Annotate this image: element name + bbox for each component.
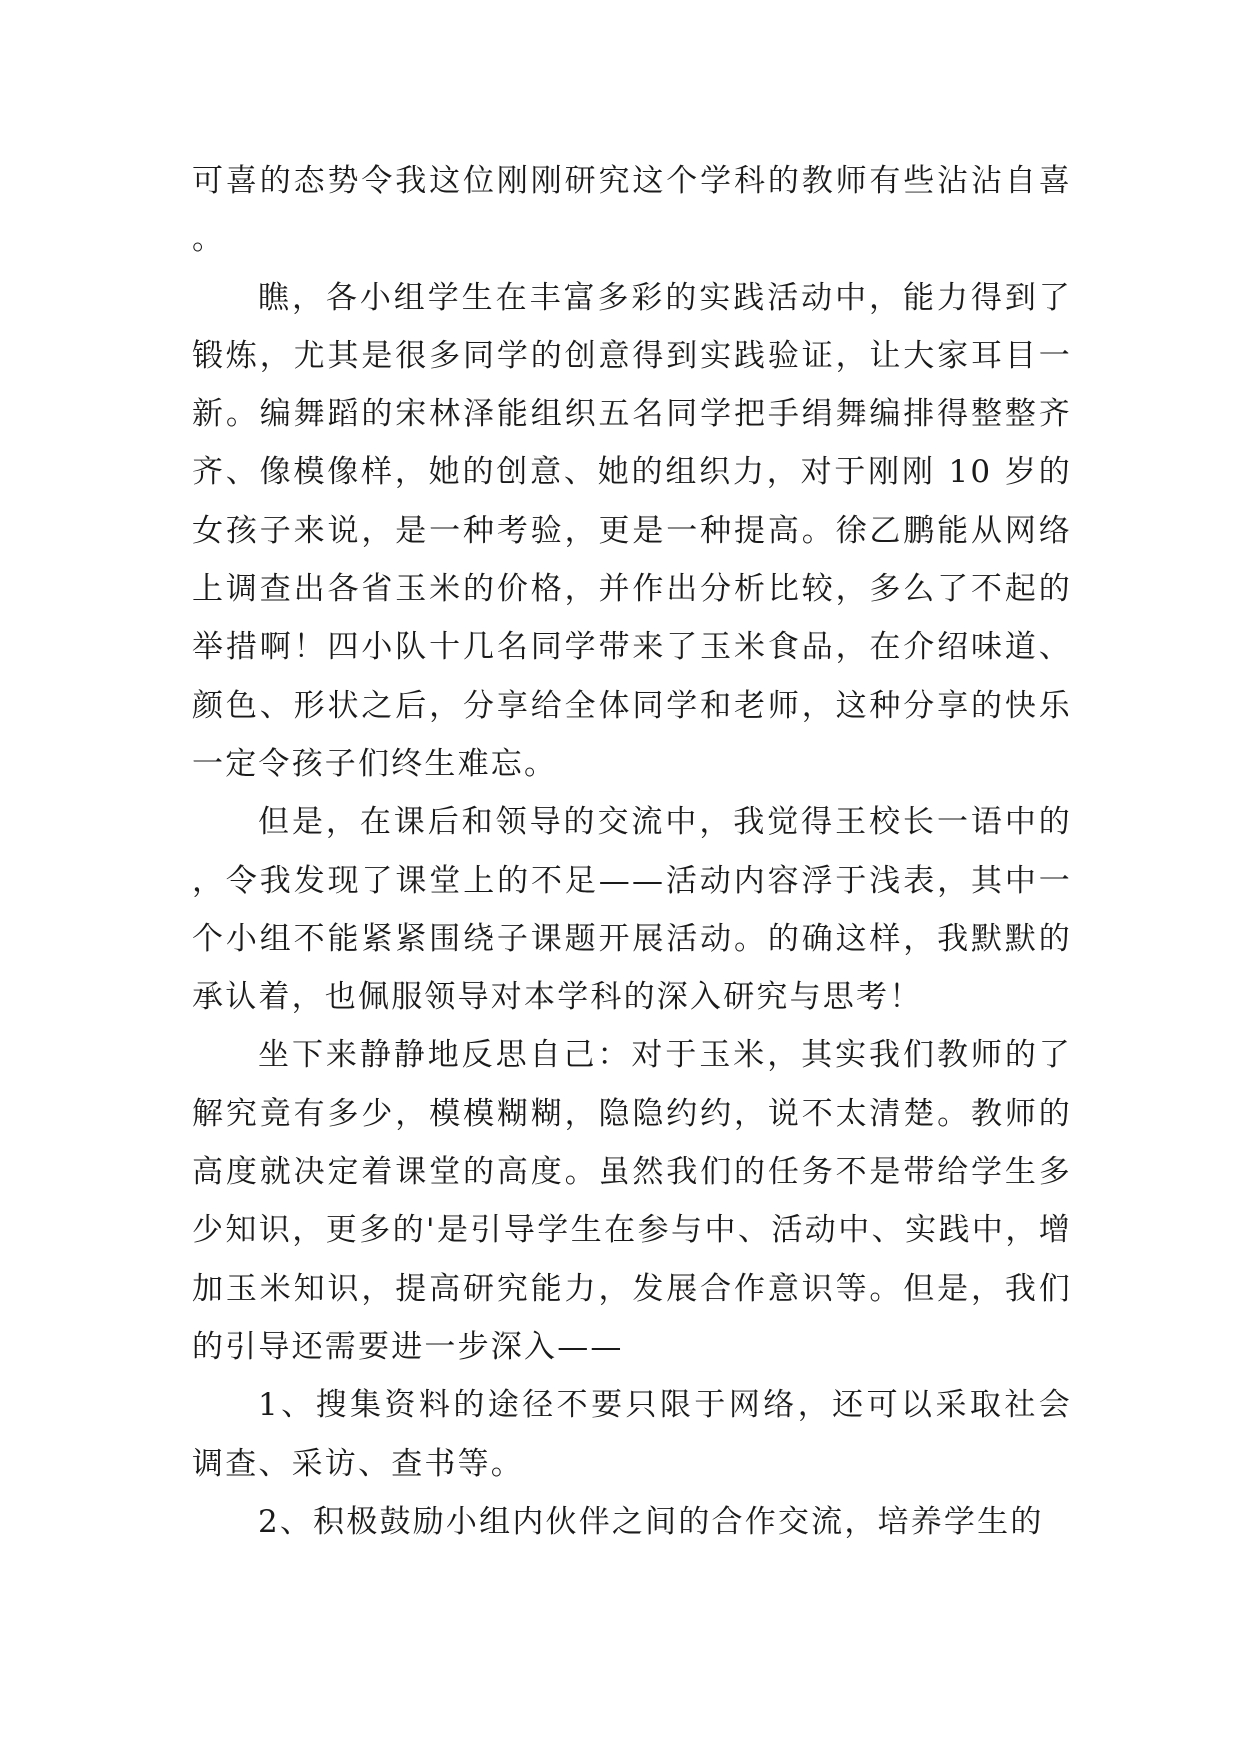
paragraph-activities: 瞧，各小组学生在丰富多彩的实践活动中，能力得到了锻炼，尤其是很多同学的创意得到实践验证，让大家耳目一新。编舞蹈的宋林泽能组织五名同学把手绢舞编排得整整齐齐、像模像样，她的创意、她的组织力，对于刚刚 10 岁的女孩子来说，是一种考验，更是一种提高。徐乙鹏能从网络上调查出各省玉米的价格，并作出分析比较，多么了不起的举措啊！四小队十几名同学带来了玉米食品，在介绍味道、颜色、形状之后，分享给全体同学和老师，这种分享的快乐一定令孩子们终生难忘。: [192, 279, 1072, 782]
paragraph-intro: 可喜的态势令我这位刚刚研究这个学科的教师有些沾沾自喜。: [192, 163, 1072, 258]
paragraph-reflection: 坐下来静静地反思自己：对于玉米，其实我们教师的了解究竟有多少，模模糊糊，隐隐约约，说不太清楚。教师的高度就决定着课堂的高度。虽然我们的任务不是带给学生多少知识，更多的'是引导学生在参与中、活动中、实践中，增加玉米知识，提高研究能力，发展合作意识等。但是，我们的引导还需要进一步深入——: [192, 1037, 1072, 1365]
paragraph-point-1: 1、搜集资料的途径不要只限于网络，还可以采取社会调查、采访、查书等。: [192, 1387, 1072, 1482]
document-body: [192, 152, 1072, 1551]
paragraph-feedback: 但是，在课后和领导的交流中，我觉得王校长一语中的，令我发现了课堂上的不足——活动内容浮于浅表，其中一个小组不能紧紧围绕子课题开展活动。的确这样，我默默的承认着，也佩服领导对本学科的深入研究与思考！: [192, 804, 1072, 1016]
paragraph-point-2: 2、积极鼓励小组内伙伴之间的合作交流，培养学生的: [258, 1503, 1044, 1540]
